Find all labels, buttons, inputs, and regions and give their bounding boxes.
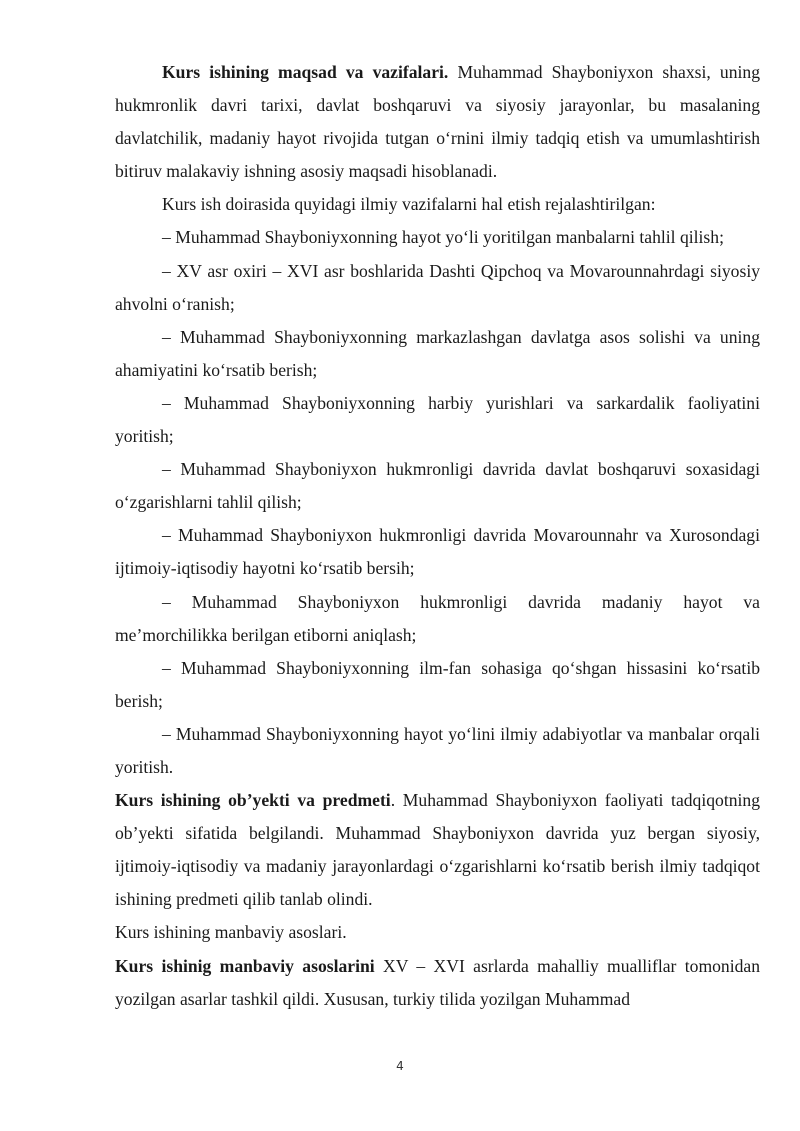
task-item: – Muhammad Shayboniyxon hukmronligi davrida madaniy hayot va me’morchilikka berilgan etiborni aniqlash;	[115, 591, 760, 645]
task-item: – XV asr oxiri – XVI asr boshlarida Dashti Qipchoq va Movarounnahrdagi siyosiy ahvolni o‘ranish;	[115, 260, 760, 314]
goal-heading: Kurs ishining maqsad va vazifalari.	[162, 62, 449, 82]
task-item: – Muhammad Shayboniyxon hukmronligi davrida Movarounnahr va Xurosondagi ijtimoiy-iqtisodiy hayotni ko‘rsatib bersih;	[115, 525, 760, 579]
goal-paragraph	[115, 56, 760, 188]
object-text: . Muhammad Shayboniyxon faoliyati tadqiqotning ob’yekti sifatida belgilandi. Muhammad Shayboniyxon davrida yuz bergan siyosiy, ijtimoiy-iqtisodiy va madaniy jarayonlardagi o‘zgarishlarni ko‘rsatib berish ilmiy tadqiqot ishining predmeti qilib tanlab olindi.	[115, 790, 760, 910]
sources-heading: Kurs ishinig manbaviy asoslarini	[115, 955, 375, 976]
page-number: 4	[396, 1059, 404, 1073]
object-paragraph	[115, 784, 760, 916]
task-item: – Muhammad Shayboniyxonning markazlashgan davlatga asos solishi va uning ahamiyatini ko‘rsatib berish;	[115, 326, 760, 380]
task-item: – Muhammad Shayboniyxonning ilm-fan sohasiga qo‘shgan hissasini ko‘rsatib berish;	[115, 657, 760, 711]
task-item: – Muhammad Shayboniyxonning hayot yo‘lini ilmiy adabiyotlar va manbalar orqali yoritish.	[115, 723, 760, 777]
page-content	[115, 56, 760, 1016]
goal-text: Muhammad Shayboniyxon shaxsi, uning hukmronlik davri tarixi, davlat boshqaruvi va siyosiy jarayonlar, bu masalaning davlatchilik, madaniy hayot rivojida tutgan o‘rnini ilmiy tadqiq etish va umumlashtirish bitiruv malakaviy ishning asosiy maqsadi hisoblanadi.	[115, 62, 761, 182]
task-item: – Muhammad Shayboniyxonning hayot yo‘li yoritilgan manbalarni tahlil qilish;	[162, 227, 724, 248]
tasks-intro: Kurs ish doirasida quyidagi ilmiy vazifalarni hal etish rejalashtirilgan:	[162, 194, 656, 215]
sources-title: Kurs ishining manbaviy asoslari.	[115, 922, 347, 943]
task-item: – Muhammad Shayboniyxon hukmronligi davrida davlat boshqaruvi soxasidagi o‘zgarishlarni tahlil qilish;	[115, 459, 760, 513]
object-heading: Kurs ishining ob’yekti va predmeti	[115, 790, 391, 811]
sources-text: XV – XVI asrlarda mahalliy mualliflar tomonidan yozilgan asarlar tashkil qildi. Xususan, turkiy tilida yozilgan Muhammad	[115, 955, 761, 1009]
task-item: – Muhammad Shayboniyxonning harbiy yurishlari va sarkardalik faoliyatini yoritish;	[115, 392, 760, 447]
sources-paragraph	[115, 950, 760, 1016]
